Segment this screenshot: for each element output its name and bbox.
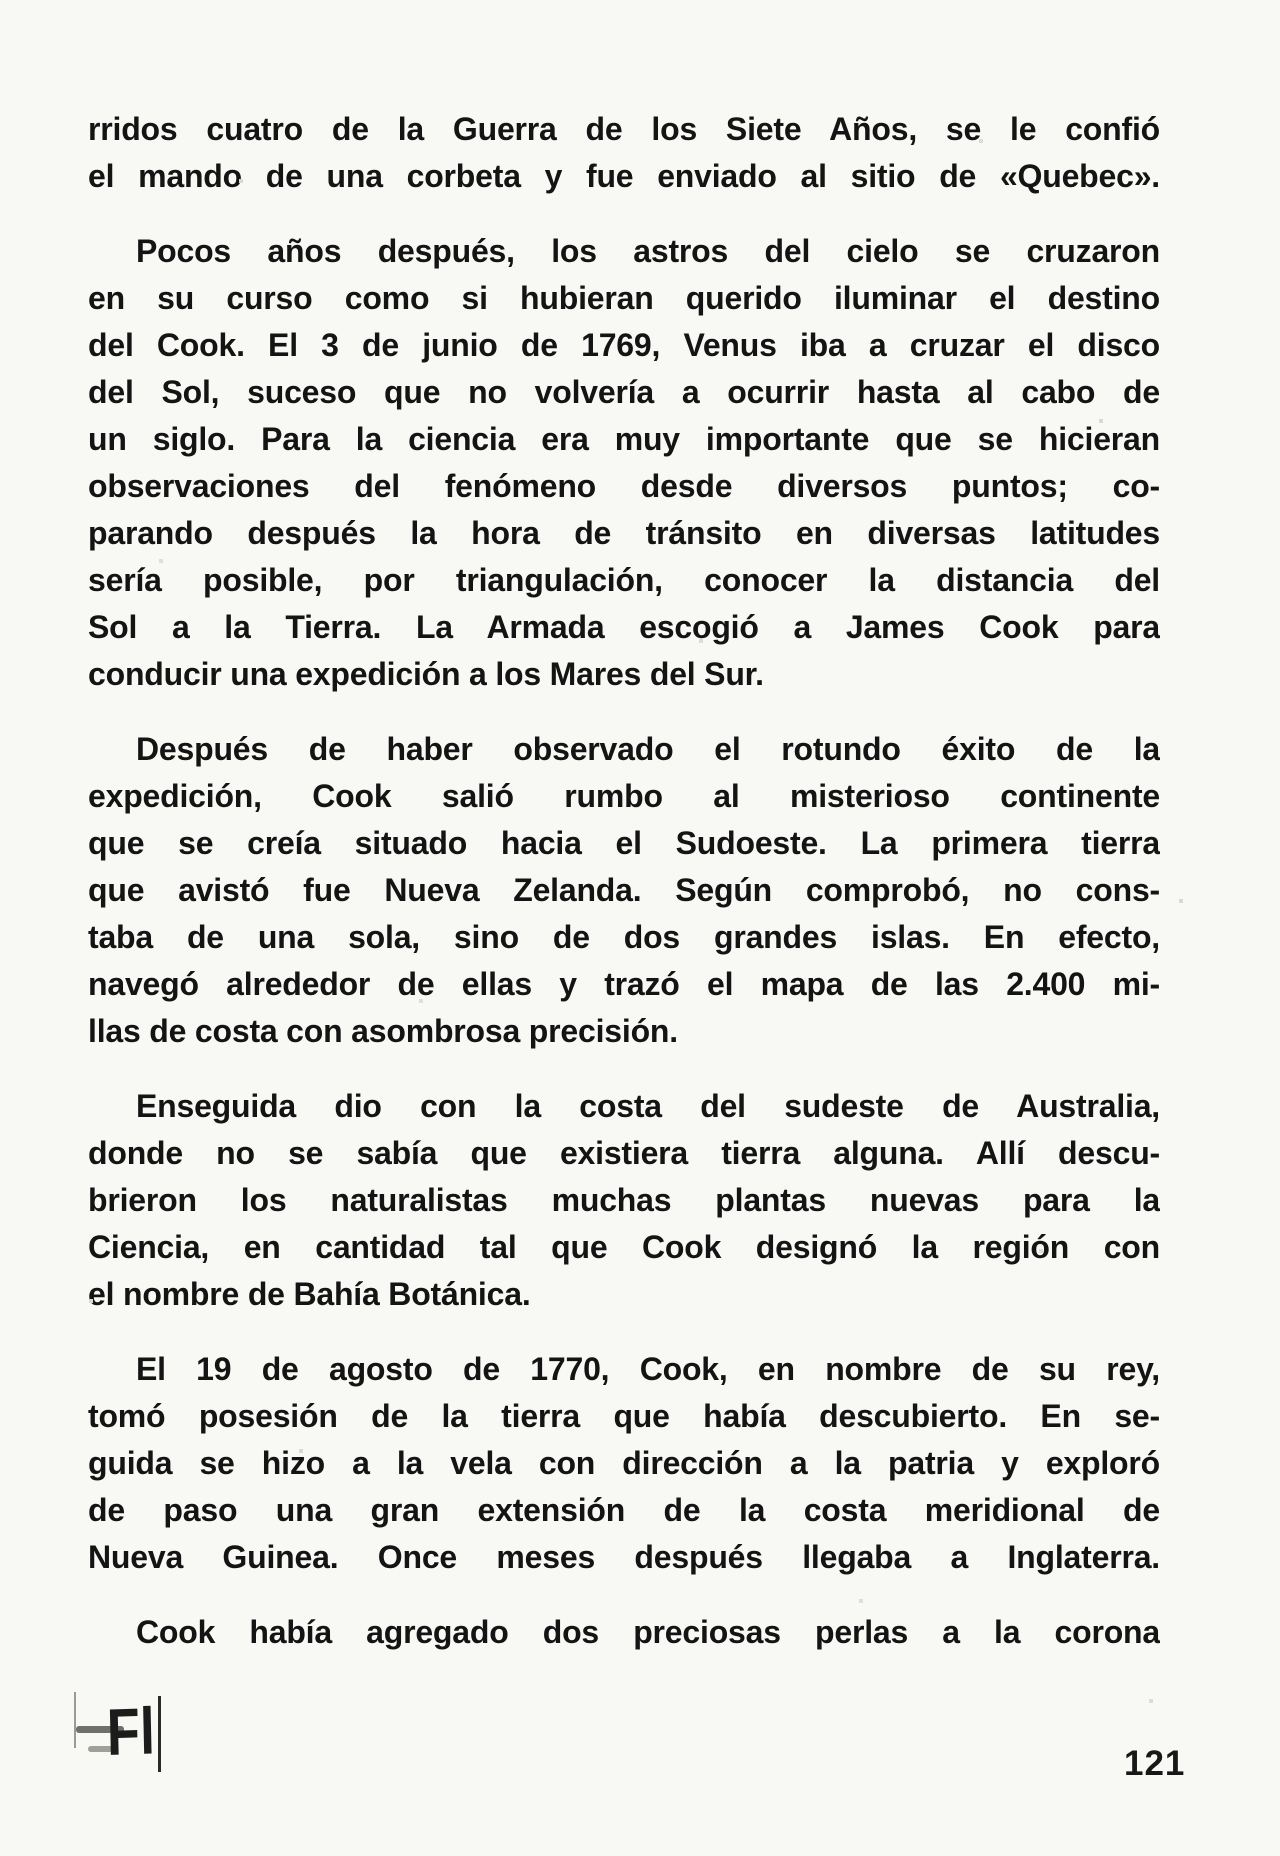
text-line: conducir una expedición a los Mares del Sur. bbox=[88, 656, 764, 692]
pen-stroke bbox=[158, 1696, 161, 1772]
text-line: Cook había agregado dos preciosas perlas a la corona bbox=[136, 1614, 1160, 1650]
text-line: navegó alrededor de ellas y trazó el mapa de las 2.400 mi- bbox=[88, 966, 1160, 1002]
text-line: guida se hizo a la vela con dirección a la patria y exploró bbox=[88, 1445, 1160, 1481]
text-line: rridos cuatro de la Guerra de los Siete Años, se le confió bbox=[88, 111, 1160, 147]
pen-stroke bbox=[74, 1692, 76, 1748]
text-line: que avistó fue Nueva Zelanda. Según comprobó, no cons- bbox=[88, 872, 1160, 908]
text-line: el nombre de Bahía Botánica. bbox=[88, 1276, 531, 1312]
text-line: Sol a la Tierra. La Armada escogió a James Cook para bbox=[88, 609, 1160, 645]
text-line: tomó posesión de la tierra que había descubierto. En se- bbox=[88, 1398, 1160, 1434]
text-line: El 19 de agosto de 1770, Cook, en nombre de su rey, bbox=[136, 1351, 1160, 1387]
text-line: Enseguida dio con la costa del sudeste de Australia, bbox=[136, 1088, 1160, 1124]
paragraph bbox=[88, 1083, 1160, 1318]
text-line: observaciones del fenómeno desde diversos puntos; co- bbox=[88, 468, 1160, 504]
text-line: del Sol, suceso que no volvería a ocurrir hasta al cabo de bbox=[88, 374, 1160, 410]
text-line: Después de haber observado el rotundo éxito de la bbox=[136, 731, 1160, 767]
text-line: del Cook. El 3 de junio de 1769, Venus iba a cruzar el disco bbox=[88, 327, 1160, 363]
handwritten-margin-mark bbox=[70, 1690, 200, 1790]
margin-mark-text: Fl bbox=[106, 1693, 156, 1769]
text-line: el mando de una corbeta y fue enviado al sitio de «Quebec». bbox=[88, 158, 1160, 194]
text-line: llas de costa con asombrosa precisión. bbox=[88, 1013, 678, 1049]
body-text bbox=[88, 106, 1160, 1684]
page-number: 121 bbox=[1124, 1744, 1186, 1783]
text-line: que se creía situado hacia el Sudoeste. La primera tierra bbox=[88, 825, 1160, 861]
paragraph bbox=[88, 1609, 1160, 1656]
text-line: brieron los naturalistas muchas plantas nuevas para la bbox=[88, 1182, 1160, 1218]
text-line: Ciencia, en cantidad tal que Cook designó la región con bbox=[88, 1229, 1160, 1265]
paragraph bbox=[88, 1346, 1160, 1581]
text-line: Pocos años después, los astros del cielo se cruzaron bbox=[136, 233, 1160, 269]
paragraph bbox=[88, 106, 1160, 200]
text-line: de paso una gran extensión de la costa meridional de bbox=[88, 1492, 1160, 1528]
text-line: un siglo. Para la ciencia era muy importante que se hicieran bbox=[88, 421, 1160, 457]
text-line: donde no se sabía que existiera tierra alguna. Allí descu- bbox=[88, 1135, 1160, 1171]
text-line: expedición, Cook salió rumbo al misterioso continente bbox=[88, 778, 1160, 814]
text-line: taba de una sola, sino de dos grandes islas. En efecto, bbox=[88, 919, 1160, 955]
text-line: sería posible, por triangulación, conocer la distancia del bbox=[88, 562, 1160, 598]
paragraph bbox=[88, 726, 1160, 1055]
text-line: Nueva Guinea. Once meses después llegaba a Inglaterra. bbox=[88, 1539, 1160, 1575]
text-line: en su curso como si hubieran querido iluminar el destino bbox=[88, 280, 1160, 316]
paragraph bbox=[88, 228, 1160, 698]
text-line: parando después la hora de tránsito en diversas latitudes bbox=[88, 515, 1160, 551]
